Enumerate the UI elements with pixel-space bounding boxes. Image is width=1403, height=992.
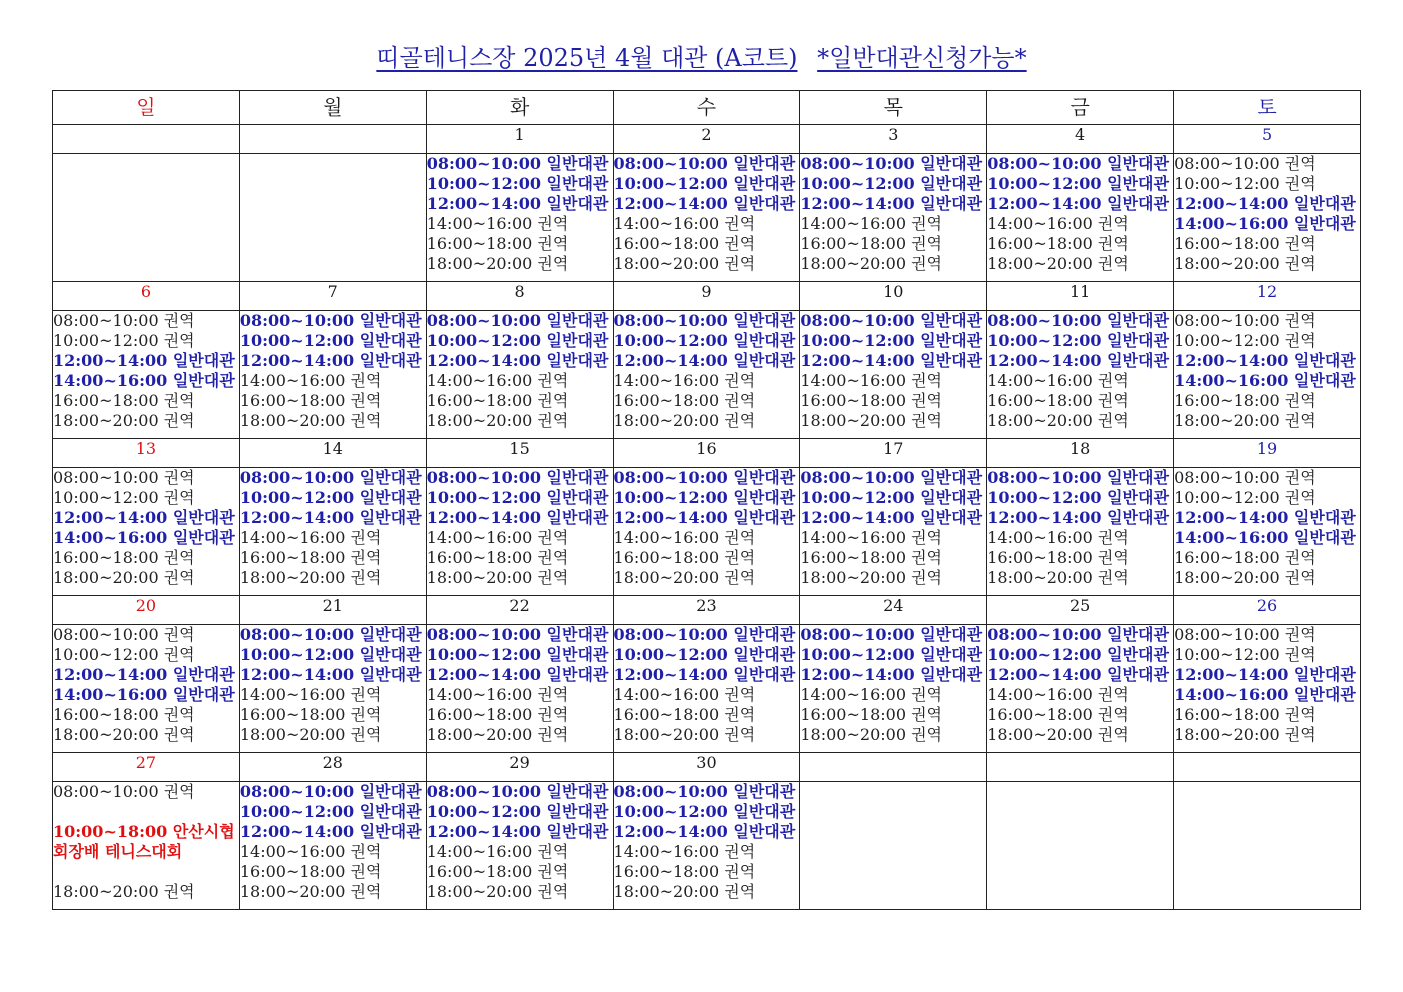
weekday-tue: 화 [426, 91, 613, 125]
booking-slot-general: 12:00~14:00 일반대관 [613, 665, 796, 684]
day-number: 5 [1174, 125, 1361, 154]
booking-slot-area: 18:00~20:00 권역 [800, 411, 942, 430]
booking-slot-general: 10:00~12:00 일반대관 [426, 331, 609, 350]
booking-slot-event: 10:00~18:00 안산시협회장배 테니스대회 [53, 822, 235, 861]
day-number: 16 [613, 439, 800, 468]
booking-slot-general: 12:00~14:00 일반대관 [239, 351, 422, 370]
calendar-body [53, 125, 1361, 910]
booking-slot-general: 10:00~12:00 일반대관 [987, 174, 1169, 193]
day-number [1174, 753, 1361, 782]
booking-slot-general: 10:00~12:00 일반대관 [800, 331, 983, 350]
booking-slot-general: 10:00~12:00 일반대관 [613, 802, 796, 821]
slot-spacer [53, 802, 239, 822]
booking-slot-area: 10:00~12:00 권역 [1174, 331, 1316, 350]
day-slots [426, 625, 613, 753]
booking-slot-area: 08:00~10:00 권역 [1174, 625, 1316, 644]
booking-slot-general: 10:00~12:00 일반대관 [613, 331, 796, 350]
day-slots [1174, 154, 1361, 282]
week-slot-row [53, 311, 1361, 439]
booking-slot-area: 18:00~20:00 권역 [426, 254, 569, 273]
booking-slot-general: 12:00~14:00 일반대관 [1174, 351, 1356, 370]
booking-slot-general: 08:00~10:00 일반대관 [800, 625, 983, 644]
booking-slot-general: 10:00~12:00 일반대관 [426, 174, 609, 193]
day-slots [53, 625, 240, 753]
day-slots [987, 154, 1174, 282]
booking-slot-area: 14:00~16:00 권역 [987, 528, 1129, 547]
booking-slot-general: 08:00~10:00 일반대관 [613, 311, 796, 330]
booking-slot-area: 18:00~20:00 권역 [239, 411, 382, 430]
booking-slot-area: 14:00~16:00 권역 [800, 371, 942, 390]
booking-slot-area: 18:00~20:00 권역 [987, 254, 1129, 273]
booking-slot-general: 08:00~10:00 일반대관 [426, 782, 609, 801]
weekday-mon: 월 [239, 91, 426, 125]
booking-slot-general: 12:00~14:00 일반대관 [987, 351, 1169, 370]
booking-slot-general: 12:00~14:00 일반대관 [613, 508, 796, 527]
booking-slot-general: 08:00~10:00 일반대관 [987, 625, 1169, 644]
booking-slot-area: 18:00~20:00 권역 [239, 882, 382, 901]
booking-slot-general: 08:00~10:00 일반대관 [426, 154, 609, 173]
booking-slot-general: 10:00~12:00 일반대관 [239, 488, 422, 507]
booking-slot-general: 12:00~14:00 일반대관 [613, 822, 796, 841]
booking-slot-general: 08:00~10:00 일반대관 [426, 468, 609, 487]
booking-slot-area: 14:00~16:00 권역 [426, 371, 569, 390]
day-slots [239, 154, 426, 282]
day-slots [426, 311, 613, 439]
booking-slot-general: 08:00~10:00 일반대관 [987, 311, 1169, 330]
booking-slot-area: 14:00~16:00 권역 [239, 842, 382, 861]
booking-slot-area: 10:00~12:00 권역 [53, 331, 195, 350]
day-number: 19 [1174, 439, 1361, 468]
booking-slot-area: 16:00~18:00 권역 [53, 391, 195, 410]
booking-slot-area: 14:00~16:00 권역 [800, 685, 942, 704]
day-slots [426, 782, 613, 910]
booking-slot-area: 18:00~20:00 권역 [239, 568, 382, 587]
day-slots [987, 782, 1174, 910]
booking-slot-area: 16:00~18:00 권역 [239, 391, 382, 410]
day-slots [613, 468, 800, 596]
booking-slot-area: 16:00~18:00 권역 [426, 548, 569, 567]
booking-slot-general: 08:00~10:00 일반대관 [239, 468, 422, 487]
weekday-wed: 수 [613, 91, 800, 125]
booking-slot-area: 10:00~12:00 권역 [1174, 488, 1316, 507]
booking-slot-area: 16:00~18:00 권역 [987, 705, 1129, 724]
booking-slot-general: 14:00~16:00 일반대관 [1174, 371, 1356, 390]
booking-slot-area: 18:00~20:00 권역 [53, 568, 195, 587]
day-slots [1174, 311, 1361, 439]
booking-slot-general: 12:00~14:00 일반대관 [800, 508, 983, 527]
booking-slot-general: 08:00~10:00 일반대관 [800, 311, 983, 330]
week-slot-row [53, 154, 1361, 282]
booking-slot-area: 14:00~16:00 권역 [239, 371, 382, 390]
day-slots [426, 154, 613, 282]
day-number [53, 125, 240, 154]
day-number: 11 [987, 282, 1174, 311]
booking-slot-general: 12:00~14:00 일반대관 [1174, 665, 1356, 684]
booking-slot-area: 16:00~18:00 권역 [613, 234, 756, 253]
day-number: 12 [1174, 282, 1361, 311]
booking-slot-area: 14:00~16:00 권역 [426, 685, 569, 704]
day-slots [53, 311, 240, 439]
booking-slot-general: 14:00~16:00 일반대관 [53, 528, 235, 547]
booking-slot-general: 14:00~16:00 일반대관 [1174, 685, 1356, 704]
day-slots [53, 782, 240, 910]
booking-slot-general: 12:00~14:00 일반대관 [426, 508, 609, 527]
booking-slot-area: 16:00~18:00 권역 [53, 548, 195, 567]
booking-slot-area: 16:00~18:00 권역 [613, 548, 756, 567]
day-slots [1174, 782, 1361, 910]
day-number: 3 [800, 125, 987, 154]
booking-slot-area: 14:00~16:00 권역 [613, 214, 756, 233]
booking-slot-general: 08:00~10:00 일반대관 [239, 625, 422, 644]
booking-slot-area: 16:00~18:00 권역 [1174, 705, 1316, 724]
day-slots [426, 468, 613, 596]
booking-slot-general: 12:00~14:00 일반대관 [53, 351, 235, 370]
day-number: 21 [239, 596, 426, 625]
booking-slot-area: 08:00~10:00 권역 [53, 468, 195, 487]
week-date-row [53, 282, 1361, 311]
booking-slot-area: 14:00~16:00 권역 [239, 685, 382, 704]
booking-slot-area: 16:00~18:00 권역 [1174, 391, 1316, 410]
booking-slot-general: 12:00~14:00 일반대관 [800, 351, 983, 370]
booking-slot-general: 12:00~14:00 일반대관 [426, 351, 609, 370]
title-main: 띠골테니스장 2025년 4월 대관 (A코트) [376, 44, 798, 72]
booking-slot-area: 16:00~18:00 권역 [53, 705, 195, 724]
booking-slot-area: 14:00~16:00 권역 [987, 685, 1129, 704]
booking-slot-area: 18:00~20:00 권역 [800, 254, 942, 273]
week-date-row [53, 439, 1361, 468]
booking-slot-general: 14:00~16:00 일반대관 [53, 371, 235, 390]
day-number: 14 [239, 439, 426, 468]
day-slots [239, 782, 426, 910]
booking-slot-area: 14:00~16:00 권역 [800, 528, 942, 547]
booking-slot-area: 16:00~18:00 권역 [426, 862, 569, 881]
booking-slot-general: 08:00~10:00 일반대관 [800, 154, 983, 173]
title-note: *일반대관신청가능* [817, 44, 1027, 72]
booking-slot-general: 12:00~14:00 일반대관 [987, 194, 1169, 213]
booking-slot-area: 08:00~10:00 권역 [53, 782, 195, 801]
booking-slot-area: 16:00~18:00 권역 [800, 391, 942, 410]
booking-slot-area: 18:00~20:00 권역 [53, 725, 195, 744]
booking-slot-area: 18:00~20:00 권역 [1174, 411, 1316, 430]
booking-slot-area: 18:00~20:00 권역 [800, 725, 942, 744]
day-number: 26 [1174, 596, 1361, 625]
booking-slot-general: 10:00~12:00 일반대관 [239, 645, 422, 664]
day-number: 27 [53, 753, 240, 782]
booking-slot-area: 16:00~18:00 권역 [239, 705, 382, 724]
booking-slot-general: 08:00~10:00 일반대관 [239, 782, 422, 801]
weekday-header-row [53, 91, 1361, 125]
booking-slot-area: 14:00~16:00 권역 [239, 528, 382, 547]
booking-slot-general: 12:00~14:00 일반대관 [1174, 508, 1356, 527]
booking-slot-area: 14:00~16:00 권역 [987, 371, 1129, 390]
day-number: 15 [426, 439, 613, 468]
booking-slot-general: 10:00~12:00 일반대관 [426, 488, 609, 507]
day-slots [800, 782, 987, 910]
booking-slot-area: 18:00~20:00 권역 [613, 568, 756, 587]
booking-slot-general: 10:00~12:00 일반대관 [239, 331, 422, 350]
booking-slot-area: 14:00~16:00 권역 [987, 214, 1129, 233]
booking-slot-general: 10:00~12:00 일반대관 [613, 174, 796, 193]
booking-slot-area: 18:00~20:00 권역 [426, 411, 569, 430]
booking-slot-general: 08:00~10:00 일반대관 [800, 468, 983, 487]
day-slots [987, 468, 1174, 596]
day-slots [987, 311, 1174, 439]
week-date-row [53, 753, 1361, 782]
day-slots [613, 154, 800, 282]
day-slots [53, 154, 240, 282]
booking-slot-general: 08:00~10:00 일반대관 [426, 625, 609, 644]
day-number [987, 753, 1174, 782]
booking-slot-area: 14:00~16:00 권역 [613, 371, 756, 390]
booking-slot-general: 08:00~10:00 일반대관 [987, 154, 1169, 173]
booking-slot-area: 18:00~20:00 권역 [1174, 568, 1316, 587]
day-slots [239, 625, 426, 753]
day-number: 2 [613, 125, 800, 154]
day-slots [239, 311, 426, 439]
day-number: 24 [800, 596, 987, 625]
booking-slot-general: 12:00~14:00 일반대관 [613, 194, 796, 213]
day-number: 1 [426, 125, 613, 154]
day-slots [53, 468, 240, 596]
booking-slot-general: 12:00~14:00 일반대관 [987, 508, 1169, 527]
week-slot-row [53, 782, 1361, 910]
booking-slot-area: 10:00~12:00 권역 [53, 645, 195, 664]
day-slots [1174, 625, 1361, 753]
booking-slot-area: 14:00~16:00 권역 [800, 214, 942, 233]
booking-slot-general: 12:00~14:00 일반대관 [53, 508, 235, 527]
booking-slot-area: 18:00~20:00 권역 [1174, 725, 1316, 744]
booking-slot-area: 18:00~20:00 권역 [800, 568, 942, 587]
booking-slot-area: 14:00~16:00 권역 [426, 214, 569, 233]
day-number: 29 [426, 753, 613, 782]
booking-slot-general: 10:00~12:00 일반대관 [613, 488, 796, 507]
weekday-sun: 일 [53, 91, 240, 125]
booking-slot-area: 14:00~16:00 권역 [613, 842, 756, 861]
booking-slot-general: 08:00~10:00 일반대관 [426, 311, 609, 330]
booking-slot-area: 16:00~18:00 권역 [613, 391, 756, 410]
booking-slot-area: 16:00~18:00 권역 [1174, 234, 1316, 253]
booking-slot-area: 18:00~20:00 권역 [987, 568, 1129, 587]
booking-slot-area: 14:00~16:00 권역 [613, 528, 756, 547]
day-slots [1174, 468, 1361, 596]
booking-slot-general: 14:00~16:00 일반대관 [1174, 528, 1356, 547]
booking-slot-area: 18:00~20:00 권역 [613, 254, 756, 273]
booking-slot-area: 18:00~20:00 권역 [613, 725, 756, 744]
page-title [0, 38, 1403, 78]
day-slots [613, 625, 800, 753]
day-number: 25 [987, 596, 1174, 625]
booking-slot-area: 18:00~20:00 권역 [987, 411, 1129, 430]
day-number: 23 [613, 596, 800, 625]
booking-slot-area: 14:00~16:00 권역 [426, 528, 569, 547]
booking-slot-area: 18:00~20:00 권역 [613, 882, 756, 901]
day-number: 18 [987, 439, 1174, 468]
weekday-fri: 금 [987, 91, 1174, 125]
booking-slot-area: 16:00~18:00 권역 [800, 548, 942, 567]
booking-slot-area: 08:00~10:00 권역 [53, 625, 195, 644]
booking-slot-area: 18:00~20:00 권역 [613, 411, 756, 430]
booking-slot-area: 16:00~18:00 권역 [987, 391, 1129, 410]
day-number: 17 [800, 439, 987, 468]
booking-slot-general: 10:00~12:00 일반대관 [613, 645, 796, 664]
booking-slot-area: 16:00~18:00 권역 [987, 548, 1129, 567]
weekday-thu: 목 [800, 91, 987, 125]
booking-slot-general: 12:00~14:00 일반대관 [426, 194, 609, 213]
booking-slot-general: 12:00~14:00 일반대관 [426, 665, 609, 684]
booking-slot-area: 10:00~12:00 권역 [1174, 645, 1316, 664]
booking-slot-area: 18:00~20:00 권역 [53, 411, 195, 430]
booking-slot-area: 16:00~18:00 권역 [239, 548, 382, 567]
booking-slot-area: 10:00~12:00 권역 [53, 488, 195, 507]
booking-slot-area: 08:00~10:00 권역 [1174, 311, 1316, 330]
calendar-table [52, 90, 1361, 910]
booking-slot-general: 08:00~10:00 일반대관 [987, 468, 1169, 487]
booking-slot-area: 18:00~20:00 권역 [426, 725, 569, 744]
day-number: 20 [53, 596, 240, 625]
booking-slot-area: 08:00~10:00 권역 [53, 311, 195, 330]
day-slots [800, 154, 987, 282]
booking-slot-area: 16:00~18:00 권역 [800, 234, 942, 253]
booking-slot-general: 10:00~12:00 일반대관 [239, 802, 422, 821]
booking-slot-general: 10:00~12:00 일반대관 [987, 331, 1169, 350]
day-slots [987, 625, 1174, 753]
booking-slot-general: 08:00~10:00 일반대관 [613, 782, 796, 801]
booking-slot-general: 08:00~10:00 일반대관 [613, 625, 796, 644]
booking-slot-general: 12:00~14:00 일반대관 [426, 822, 609, 841]
booking-slot-area: 16:00~18:00 권역 [426, 705, 569, 724]
booking-slot-general: 10:00~12:00 일반대관 [800, 174, 983, 193]
booking-slot-general: 10:00~12:00 일반대관 [426, 645, 609, 664]
booking-slot-area: 08:00~10:00 권역 [1174, 468, 1316, 487]
booking-slot-general: 08:00~10:00 일반대관 [613, 154, 796, 173]
booking-slot-general: 10:00~12:00 일반대관 [426, 802, 609, 821]
booking-slot-area: 16:00~18:00 권역 [987, 234, 1129, 253]
day-number: 7 [239, 282, 426, 311]
booking-slot-area: 18:00~20:00 권역 [426, 882, 569, 901]
week-date-row [53, 125, 1361, 154]
booking-slot-general: 14:00~16:00 일반대관 [1174, 214, 1356, 233]
booking-slot-area: 16:00~18:00 권역 [800, 705, 942, 724]
booking-slot-general: 08:00~10:00 일반대관 [239, 311, 422, 330]
day-number: 9 [613, 282, 800, 311]
day-number: 13 [53, 439, 240, 468]
booking-slot-area: 08:00~10:00 권역 [1174, 154, 1316, 173]
booking-slot-general: 12:00~14:00 일반대관 [239, 508, 422, 527]
booking-slot-general: 12:00~14:00 일반대관 [800, 665, 983, 684]
day-number [239, 125, 426, 154]
day-slots [800, 311, 987, 439]
booking-slot-general: 12:00~14:00 일반대관 [239, 822, 422, 841]
day-number: 8 [426, 282, 613, 311]
booking-slot-general: 12:00~14:00 일반대관 [987, 665, 1169, 684]
booking-slot-general: 08:00~10:00 일반대관 [613, 468, 796, 487]
booking-slot-area: 16:00~18:00 권역 [613, 705, 756, 724]
week-slot-row [53, 468, 1361, 596]
day-number: 22 [426, 596, 613, 625]
booking-slot-area: 16:00~18:00 권역 [1174, 548, 1316, 567]
booking-slot-area: 18:00~20:00 권역 [987, 725, 1129, 744]
booking-slot-general: 10:00~12:00 일반대관 [987, 488, 1169, 507]
booking-slot-general: 12:00~14:00 일반대관 [239, 665, 422, 684]
week-slot-row [53, 625, 1361, 753]
weekday-sat: 토 [1174, 91, 1361, 125]
day-number: 10 [800, 282, 987, 311]
day-number: 6 [53, 282, 240, 311]
slot-spacer [53, 862, 239, 882]
booking-slot-area: 16:00~18:00 권역 [426, 391, 569, 410]
booking-slot-area: 18:00~20:00 권역 [426, 568, 569, 587]
booking-slot-area: 18:00~20:00 권역 [239, 725, 382, 744]
booking-slot-general: 12:00~14:00 일반대관 [800, 194, 983, 213]
week-date-row [53, 596, 1361, 625]
day-slots [239, 468, 426, 596]
day-slots [613, 782, 800, 910]
day-number: 30 [613, 753, 800, 782]
booking-slot-general: 10:00~12:00 일반대관 [800, 645, 983, 664]
booking-slot-general: 12:00~14:00 일반대관 [53, 665, 235, 684]
day-number: 4 [987, 125, 1174, 154]
day-number [800, 753, 987, 782]
booking-slot-general: 14:00~16:00 일반대관 [53, 685, 235, 704]
booking-slot-general: 10:00~12:00 일반대관 [800, 488, 983, 507]
day-slots [800, 625, 987, 753]
day-slots [613, 311, 800, 439]
booking-slot-area: 14:00~16:00 권역 [613, 685, 756, 704]
booking-slot-general: 10:00~12:00 일반대관 [987, 645, 1169, 664]
day-number: 28 [239, 753, 426, 782]
booking-slot-general: 12:00~14:00 일반대관 [1174, 194, 1356, 213]
booking-slot-area: 16:00~18:00 권역 [426, 234, 569, 253]
booking-slot-area: 18:00~20:00 권역 [1174, 254, 1316, 273]
booking-slot-area: 18:00~20:00 권역 [53, 882, 195, 901]
booking-slot-general: 12:00~14:00 일반대관 [613, 351, 796, 370]
booking-slot-area: 14:00~16:00 권역 [426, 842, 569, 861]
booking-slot-area: 10:00~12:00 권역 [1174, 174, 1316, 193]
booking-slot-area: 16:00~18:00 권역 [613, 862, 756, 881]
booking-slot-area: 16:00~18:00 권역 [239, 862, 382, 881]
day-slots [800, 468, 987, 596]
